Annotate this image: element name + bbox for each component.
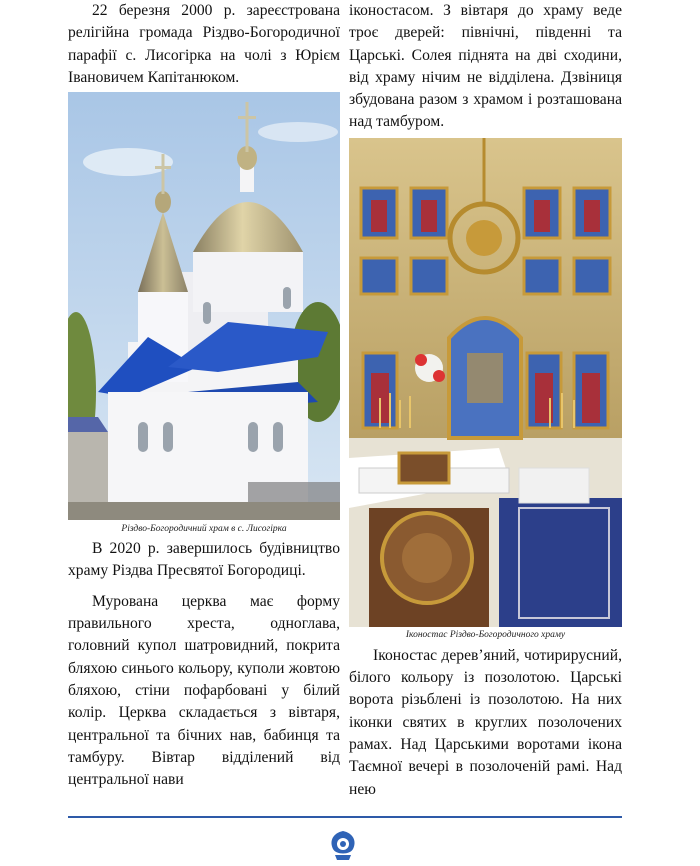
paragraph-registration: 22 березня 2000 р. зареєстрована релігійна громада Різдво-Богородичної парафії с. Лисогірка на чолі з Юрієм Івановичем Капітанюком.	[68, 2, 340, 86]
paragraph-construction: В 2020 р. завершилось будівництво храму Різдва Пресвятої Богородиці.	[68, 540, 340, 580]
footer-rule	[68, 816, 622, 818]
iconostasis-photo-caption: Іконостас Різдво-Богородичного храму	[405, 629, 566, 640]
footer-ornament-icon	[323, 827, 363, 861]
church-photo	[68, 92, 340, 520]
left-column	[68, 0, 340, 791]
church-illustration	[68, 92, 340, 520]
right-column	[349, 0, 622, 801]
iconostasis-photo	[349, 138, 622, 627]
paragraph-iconostasis-doors: іконостасом. З вівтаря до храму веде троє дверей: північні, південні та Царські. Солея піднята на дві сходини, від храму нічим не відділена. Дзвіниця збудована разом з храмом і розташована над тамбуром.	[349, 2, 622, 131]
iconostasis-illustration	[349, 138, 622, 627]
paragraph-description: Мурована церква має форму правильного хреста, одноглава, головний купол шатровидний, покрита бляхою синього кольору, куполи жовтою бляхою, стіни пофарбовані у білий колір. Церква складається з вівтаря, центральної та бічних нав, бабинця та тамбуру. Вівтар відділений від центральної нави	[68, 592, 340, 789]
church-photo-caption: Різдво-Богородичний храм в с. Лисогірка	[121, 524, 287, 535]
paragraph-iconostasis-details: Іконостас дерев’яний, чотирирусний, білого кольору із позолотою. Царські ворота різьблені із позолотою. На них іконки святих в круглих позолочених рамах. Над Царськими воротами ікона Таємної вечері в позолоченій рамі. Над нею	[349, 646, 622, 798]
